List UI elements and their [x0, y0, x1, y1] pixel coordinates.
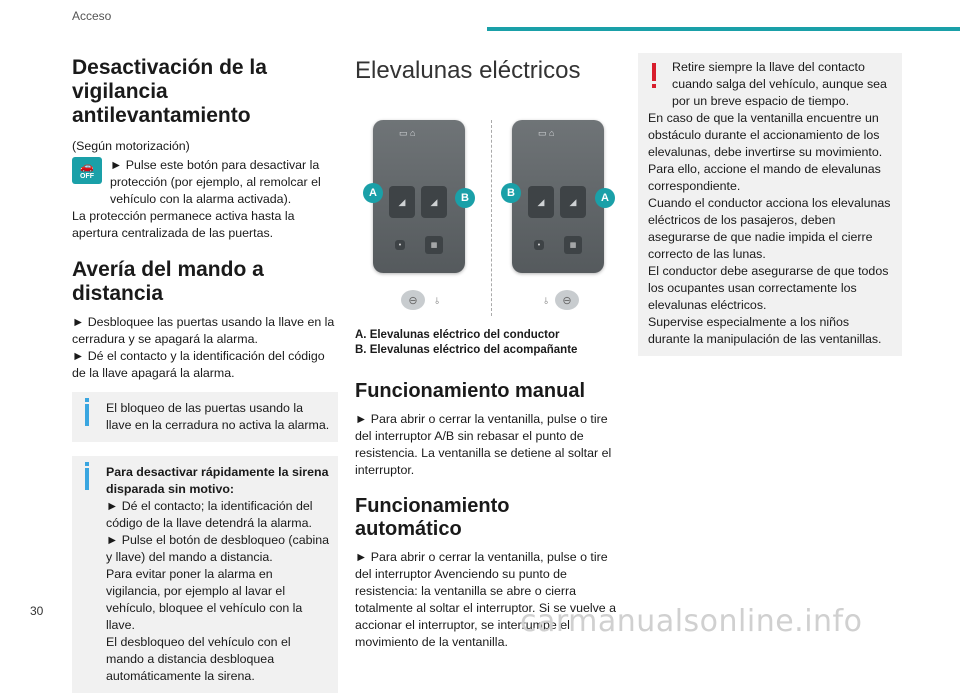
ignition-key-icon: ⫰ — [435, 296, 439, 306]
marker-a-right: A — [595, 188, 615, 208]
heading-automatic: Funcionamiento automático — [355, 495, 510, 540]
marker-a-left: A — [363, 183, 383, 203]
column-alarm — [72, 56, 338, 693]
siren-note-line-3: Para evitar poner la alarma en vigilancia, por ejemplo al lavar el vehículo, bloquee el vehículo con la llave. — [106, 567, 303, 632]
deactivation-instruction: ► Pulse este botón para desactivar la protección (por ejemplo, al remolcar el vehículo con la alarma activada). — [110, 158, 321, 206]
figure-legend — [355, 328, 620, 358]
info-note-siren — [72, 456, 338, 693]
siren-note-line-1: ► Dé el contacto; la identificación del código de la llave detendrá la alarma. — [106, 499, 313, 530]
siren-note-line-2: ► Pulse el botón de desbloqueo (cabina y llave) del mando a distancia. — [106, 533, 330, 564]
steering-wheel-icon: ⊖ — [401, 290, 425, 310]
header-accent-bar — [487, 27, 960, 31]
motorization-note: (Según motorización) — [72, 139, 190, 153]
failure-step-1: ► Desbloquee las puertas usando la llave en la cerradura y se apagará la alarma. — [72, 315, 335, 346]
info-icon — [85, 404, 89, 426]
warning-note — [638, 53, 902, 356]
passenger-switch-panel — [512, 120, 604, 273]
alarm-button-row — [72, 157, 338, 208]
info-icon — [85, 468, 89, 490]
failure-step-2: ► Dé el contacto y la identificación del código de la llave apagará la alarma. — [72, 349, 325, 380]
page-number: 30 — [30, 604, 44, 618]
warning-line-1: Retire siempre la llave del contacto cuando salga del vehículo, aunque sea por un breve espacio de tiempo. — [672, 60, 887, 108]
lock-dot-icon: • — [395, 240, 405, 250]
section-label: Acceso — [72, 9, 112, 23]
alarm-off-icon — [72, 157, 102, 184]
lock-dot-icon: • — [534, 240, 544, 250]
column-warning — [638, 53, 902, 356]
protection-note: La protección permanece activa hasta la apertura centralizada de las puertas. — [72, 209, 295, 240]
ignition-key-icon: ⫰ — [544, 296, 548, 306]
switch-b-button: ◢ — [421, 186, 447, 218]
warning-line-2: En caso de que la ventanilla encuentre un obstáculo durante el accionamiento de los elevalunas, debe invertirse su movimiento. Para ello, accione el mando de elevalunas correspondiente. — [648, 111, 883, 193]
heading-deactivation: Desactivación de la vigilancia antilevantamiento — [72, 56, 267, 127]
switch-a-button: ◢ — [560, 186, 586, 218]
watermark: carmanualsonline.info — [520, 604, 863, 639]
child-lock-icon: ▦ — [564, 236, 582, 254]
window-icon: ▭ ⌂ — [538, 128, 555, 138]
siren-note-line-4: El desbloqueo del vehículo con el mando a distancia desbloquea automáticamente la sirena. — [106, 635, 291, 683]
switch-a-button: ◢ — [389, 186, 415, 218]
window-icon: ▭ ⌂ — [399, 128, 416, 138]
warning-icon — [652, 63, 656, 81]
steering-wheel-icon: ⊖ — [555, 290, 579, 310]
heading-power-windows: Elevalunas eléctricos — [355, 57, 581, 84]
info-note-text: El bloqueo de las puertas usando la llave en la cerradura no activa la alarma. — [106, 401, 330, 432]
heading-remote-failure: Avería del mando a distancia — [72, 258, 264, 305]
legend-b: B. Elevalunas eléctrico del acompañante — [355, 344, 578, 356]
warning-line-3: Cuando el conductor acciona los elevalunas eléctricos de los pasajeros, deben asegurarse de que nadie impida el cierre correcto de las lunas. — [648, 196, 891, 261]
child-lock-icon: ▦ — [425, 236, 443, 254]
driver-switch-panel — [373, 120, 465, 273]
switch-b-button: ◢ — [528, 186, 554, 218]
legend-a: A. Elevalunas eléctrico del conductor — [355, 329, 560, 341]
automatic-text: ► Para abrir o cerrar la ventanilla, pulse o tire del interruptor Avenciendo su punto de resistencia: la ventanilla se abre o cierra totalmente al soltar el interruptor. Si se vuelve a accionar el interruptor, se interrumpe el movimiento de la ventanilla. — [355, 550, 617, 649]
marker-b-right: B — [501, 183, 521, 203]
warning-line-5: Supervise especialmente a los niños durante la manipulación de las ventanillas. — [648, 315, 882, 346]
manual-text: ► Para abrir o cerrar la ventanilla, pulse o tire del interruptor A/B sin rebasar el punto de resistencia. La ventanilla se detiene al soltar el interruptor. — [355, 412, 612, 477]
siren-note-title: Para desactivar rápidamente la sirena disparada sin motivo: — [106, 465, 329, 496]
window-switch-figure — [355, 86, 620, 307]
warning-line-4: El conductor debe asegurarse de que todos los ocupantes usan correctamente los elevalunas eléctricos. — [648, 264, 889, 312]
column-windows — [355, 56, 620, 651]
info-note-lock — [72, 392, 338, 442]
heading-manual: Funcionamiento manual — [355, 380, 586, 402]
alarm-car-icon: 🚗 — [80, 160, 94, 173]
marker-b-left: B — [455, 188, 475, 208]
alarm-off-label: OFF — [80, 172, 94, 180]
figure-divider — [491, 120, 492, 316]
